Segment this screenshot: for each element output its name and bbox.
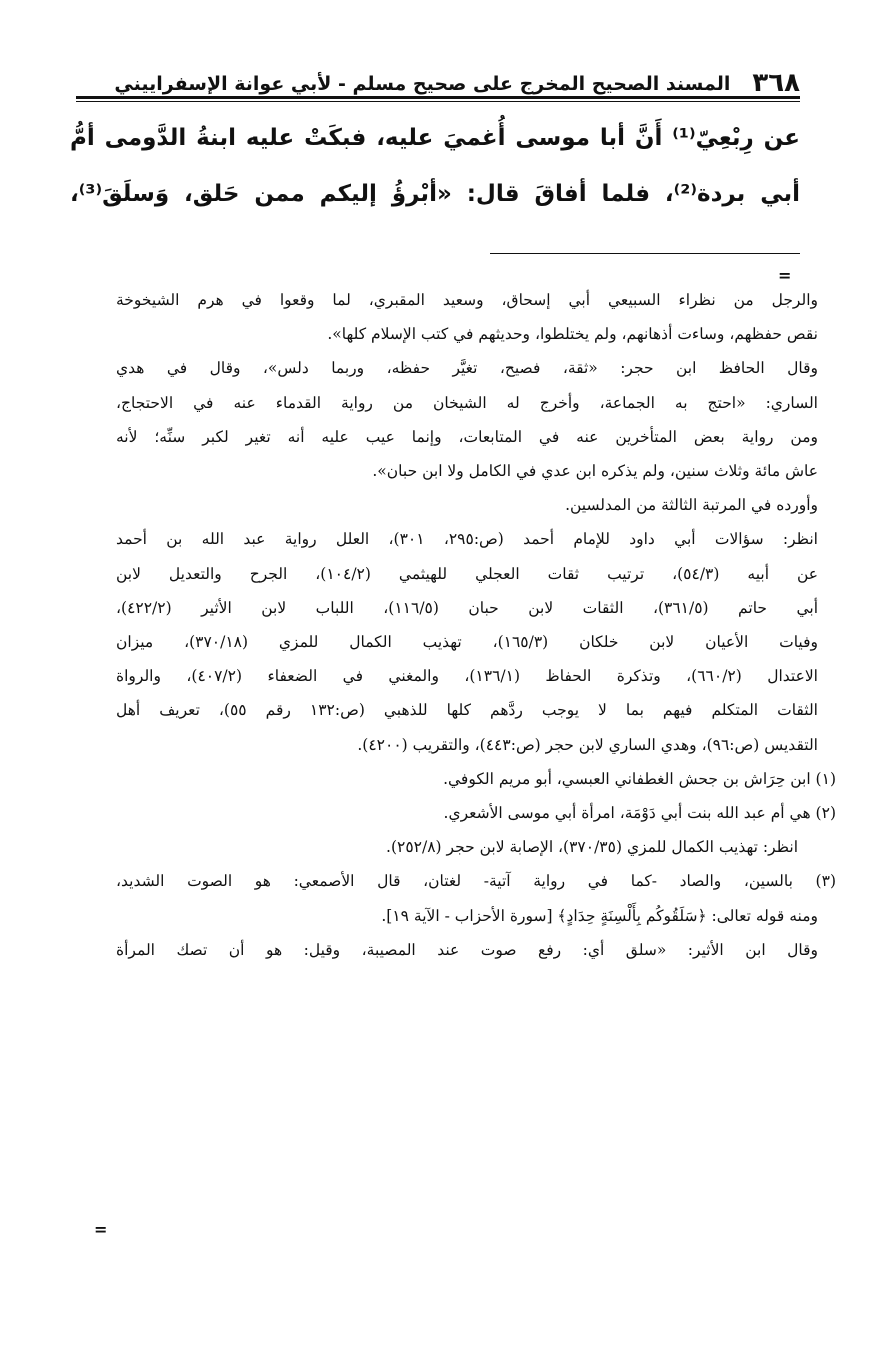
continuation-mark-bottom: = [94,1220,108,1239]
footnote-line: نقص حفظهم، وساءت أذهانهم، ولم يختلطوا، وحديثهم في كتب الإسلام كلها». [327,325,818,344]
page-number: ٣٦٨ [752,68,800,98]
footnotes [116,283,836,967]
running-title: المسند الصحيح المخرج على صحيح مسلم - لأبي عوانة الإسفراييني [114,73,731,96]
footnote-line: الاعتدال (٦٦٠/٢)، وتذكرة الحفاظ (١٣٦/١)، والمغني في الضعفاء (٤٠٧/٢)، والرواة [116,667,818,686]
footnote-2-reference: انظر: تهذيب الكمال للمزي (٣٧٠/٣٥)، الإصابة لابن حجر (٢٥٢/٨). [386,838,798,857]
footnote-line: ومن رواية بعض المتأخرين عنه في المتابعات، وإنما عيب عليه أنه تغير لكبر سنِّه؛ لأنه [116,427,818,446]
footnote-line: عاش مائة وثلاث سنين، ولم يذكره ابن عدي في الكامل ولا ابن حبان». [372,462,818,481]
footnote-line: وفيات الأعيان لابن خلكان (١٦٥/٣)، تهذيب الكمال للمزي (٣٧٠/١٨)، ميزان [116,633,819,652]
footnote-line: أبي حاتم (٣٦١/٥)، الثقات لابن حبان (١١٦/٥)، اللباب لابن الأثير (٤٢٢/٢)، [116,598,818,617]
footnote-3-line: ومنه قوله تعالى: ﴿سَلَقُوكُم بِأَلْسِنَةٍ حِدَادٍ﴾ [سورة الأحزاب - الآية ١٩]. [381,906,818,925]
footnote-separator [490,253,800,254]
footnote-3: (٣) بالسين، والصاد -كما في رواية آتية- لغتان، قال الأصمعي: هو الصوت الشديد، [116,872,836,891]
main-text-line: عن رِبْعِيّ⁽¹⁾ أَنَّ أبا موسى أُغميَ عليه، فبكَتْ عليه ابنةُ الدَّومى أمُّ [70,125,800,151]
running-head [76,56,800,96]
footnote-3-line: وقال ابن الأثير: «سلق أي: رفع صوت عند المصيبة، وقيل: هو أن تصك المرأة [116,940,818,959]
footnote-line: التقديس (ص:٩٦)، وهدي الساري لابن حجر (ص:٤٤٣)، والتقريب (٤٢٠٠). [357,735,818,754]
footnote-line: انظر: سؤالات أبي داود للإمام أحمد (ص:٢٩٥، ٣٠١)، العلل رواية عبد الله بن أحمد [116,530,818,549]
continuation-mark-top: = [778,266,792,285]
main-text [70,110,800,222]
main-text-line: أبي بردة⁽²⁾، فلما أفاقَ قال: «أبْرؤُ إليكم ممن حَلق، وَسلَقَ⁽³⁾، [70,181,800,207]
header-rule [76,96,800,102]
footnote-1: (١) ابن حِرَاش بن جحش الغطفاني العبسي، أبو مريم الكوفي. [443,769,836,788]
footnote-line: الثقات المتكلم فيهم بما لا يوجب ردَّهم كلها للذهبي (ص:١٣٢ رقم ٥٥)، تعريف أهل [116,701,818,720]
footnote-line: عن أبيه (٥٤/٣)، ترتيب ثقات العجلي للهيثمي (١٠٤/٢)، الجرح والتعديل لابن [116,564,819,583]
footnote-line: وقال الحافظ ابن حجر: «ثقة، فصيح، تغيَّر حفظه، وربما دلس»، وقال في هدي [116,359,818,378]
footnote-line: والرجل من نظراء السبيعي أبي إسحاق، وسعيد المقبري، لما وقعوا في هرم الشيخوخة [116,291,818,309]
footnote-line: وأورده في المرتبة الثالثة من المدلسين. [565,496,818,515]
footnote-line: الساري: «احتج به الجماعة، وأخرج له الشيخان من رواية القدماء عنه في الاحتجاج، [116,393,818,412]
footnote-2: (٢) هي أم عبد الله بنت أبي دَوْمَة، امرأة أبي موسى الأشعري. [443,804,836,823]
